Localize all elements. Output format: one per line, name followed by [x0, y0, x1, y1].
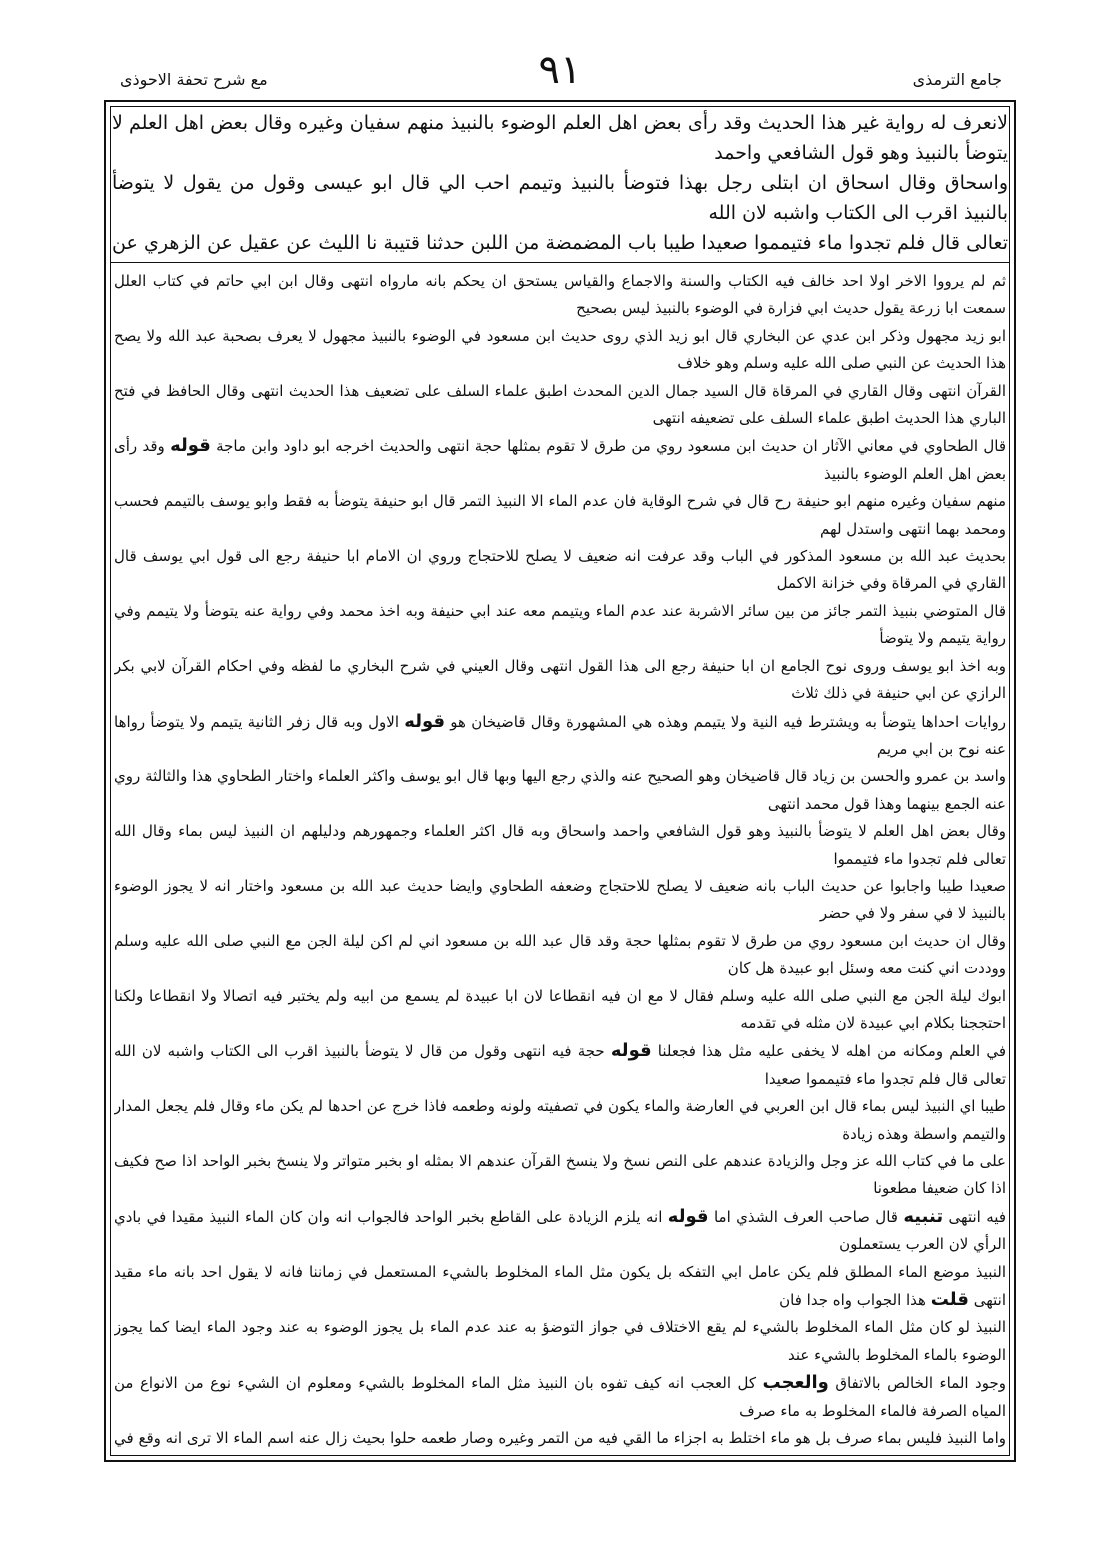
commentary-line: وقال بعض اهل العلم لا يتوضأ بالنبيذ وهو قول الشافعي واحمد واسحاق وبه قال اكثر العلماء وجمهورهم ودليلهم ان النبيذ ليس بماء وقال الله تعالى فلم تجدوا ماء فتيمموا [114, 822, 1006, 868]
commentary-line: صعيدا طيبا واجابوا عن حديث الباب بانه ضعيف لا يصلح للاحتجاج وضعفه الطحاوي وايضا حديث عبد الله بن مسعود واختار انه لا يجوز الوضوء بالنبيذ لا في سفر ولا في حضر [114, 876, 1006, 923]
page-header [110, 48, 1010, 96]
commentary-line: روايات احداها يتوضأ به ويشترط فيه النية ولا يتيمم وهذه هي المشهورة وقال قاضيخان هو قوله الاول وبه قال زفر الثانية يتيمم ولا يتوضأ رواها عنه نوح بن ابي مريم [114, 710, 1006, 758]
commentary-line: طيبا اي النبيذ ليس بماء قال ابن العربي في العارضة والماء يكون في تصفيته ولونه وطعمه فاذا خرج عن احدها لم يكن ماء وقال فلم يجعل المدار والتيمم واسطة وهذه زيادة [114, 1097, 1006, 1143]
commentary-line: في العلم ومكانه من اهله لا يخفى عليه مثل هذا فجعلنا قوله حجة فيه انتهى وقول من قال لا يتوضأ بالنبيذ اقرب الى الكتاب واشبه لان الله تعالى قال فلم تجدوا ماء فتيمموا صعيدا [114, 1040, 1006, 1088]
commentary-line: بحديث عبد الله بن مسعود المذكور في الباب وقد عرفت انه ضعيف لا يصلح للاحتجاج وروي ان الامام ابا حنيفة رجع الى قول ابي يوسف قال القاري في المرقاة وفي خزانة الاكمل [114, 547, 1006, 593]
commentary-line: واسد بن عمرو والحسن بن زياد قال قاضيخان وهو الصحيح عنه والذي رجع اليها وبها قال ابو يوسف واكثر العلماء واختار الطحاوي هذا والثالثة روي عنه الجمع بينهما وهذا قول محمد انتهى [114, 767, 1006, 813]
section-divider [110, 262, 1010, 263]
commentary-line: قال المتوضي بنبيذ التمر جائز من بين سائر الاشربة عند عدم الماء ويتيمم معه عند ابي حنيفة وبه اخذ محمد وفي رواية عنه يتوضأ ولا يتيمم وفي رواية يتيمم ولا يتوضأ [114, 601, 1006, 648]
commentary-line: منهم سفيان وغيره منهم ابو حنيفة رح قال في شرح الوقاية فان عدم الماء الا النبيذ التمر قال ابو حنيفة يتوضأ به فقط وابو يوسف بالتيمم فحسب ومحمد بهما انتهى واستدل لهم [114, 492, 1006, 538]
commentary-line: ابوك ليلة الجن مع النبي صلى الله عليه وسلم فقال لا مع ان فيه انقطاعا لان ابا عبيدة لم يسمع من ابيه ولم يختبر فيه اتصالا ولا انقطاعا ولكنا احتججنا بكلام ابي عبيدة لان مثله في تقدمه [114, 986, 1006, 1032]
main-text-line: واسحاق وقال اسحاق ان ابتلى رجل بهذا فتوضأ بالنبيذ وتيمم احب الي قال ابو عيسى وقول من يقول لا يتوضأ بالنبيذ اقرب الى الكتاب واشبه لان الله [112, 172, 1008, 224]
commentary-keyword: قلت [930, 1289, 969, 1311]
commentary-text [114, 268, 1006, 1452]
book-title-left: مع شرح تحفة الاحوذی [120, 70, 268, 89]
commentary-keyword: تنبيه [903, 1205, 944, 1227]
commentary-keyword: قوله [404, 710, 446, 732]
commentary-line: وبه اخذ ابو يوسف وروى نوح الجامع ان ابا حنيفة رجع الى هذا القول انتهى وقال العيني في شرح البخاري ما لفظه وفي احكام القرآن لابي بكر الرازي عن ابي حنيفة في ذلك ثلاث [114, 656, 1006, 703]
commentary-line: القرآن انتهى وقال القاري في المرقاة قال السيد جمال الدين المحدث اطبق علماء السلف على تضعيف هذا الحديث انتهى وقال الحافظ في فتح الباري هذا الحديث اطبق علماء السلف على تضعيفه انتهى [114, 381, 1006, 428]
commentary-keyword: والعجب [762, 1372, 829, 1394]
commentary-line: فيه انتهى تنبيه قال صاحب العرف الشذي اما قوله انه يلزم الزيادة على القاطع بخبر الواحد فالجواب انه وان كان الماء النبيذ مقيدا في بادي الرأي لان العرب يستعملون [114, 1205, 1006, 1254]
book-title-right: جامع الترمذی [912, 70, 1002, 89]
commentary-keyword: قوله [170, 435, 211, 457]
commentary-line: وجود الماء الخالص بالاتفاق والعجب كل العجب انه كيف تفوه بان النبيذ مثل الماء المخلوط بالشيء ومعلوم ان الشيء نوع من الانواع من المياه الصرفة فالماء المخلوط به ماء صرف [114, 1372, 1006, 1420]
commentary-line: ثم لم يرووا الاخر اولا احد خالف فيه الكتاب والسنة والاجماع والقياس يستحق ان يحكم بانه مارواه انتهى وقال ابن ابي حاتم في كتاب العلل سمعت ابا زرعة يقول حديث ابي فزارة في الوضوء بالنبيذ ليس بصحيح [114, 272, 1006, 318]
commentary-line: واما النبيذ فليس بماء صرف بل هو ماء اختلط به اجزاء ما القي فيه من التمر وغيره وصار طعمه حلوا بحيث زال عنه اسم الماء الا ترى انه وقع في [114, 1429, 1006, 1448]
commentary-line: وقال ان حديث ابن مسعود روي من طرق لا تقوم بمثلها حجة وقد قال عبد الله بن مسعود اني لم اكن ليلة الجن مع النبي صلى الله عليه وسلم ووددت اني كنت معه وسئل ابو عبيدة هل كان [114, 931, 1006, 978]
main-text-line: تعالى قال فلم تجدوا ماء فتيمموا صعيدا طيبا باب المضمضة من اللبن حدثنا قتيبة نا الليث عن عقيل عن الزهري عن [112, 232, 1008, 254]
commentary-line: النبيذ لو كان مثل الماء المخلوط بالشيء لم يقع الاختلاف في جواز التوضؤ به عند عدم الماء بل يجوز الوضوء به عند وجود الماء ايضا كما يجوز الوضوء بالماء المخلوط بالشيء عند [114, 1318, 1006, 1364]
page-number: ۹۱ [538, 47, 582, 93]
commentary-keyword: قوله [610, 1040, 652, 1062]
commentary-keyword: قوله [667, 1205, 709, 1227]
commentary-line: ابو زيد مجهول وذكر ابن عدي عن البخاري قال ابو زيد الذي روى حديث ابن مسعود في الوضوء بالنبيذ مجهول لا يعرف بصحبة عبد الله ولا يصح هذا الحديث عن النبي صلى الله عليه وسلم وهو خلاف [114, 326, 1006, 373]
main-hadith-text [112, 108, 1008, 258]
main-text-line: لانعرف له رواية غير هذا الحديث وقد رأى بعض اهل العلم الوضوء بالنبيذ منهم سفيان وغيره وقال بعض اهل العلم لا يتوضأ بالنبيذ وهو قول الشافعي واحمد [112, 112, 1008, 164]
commentary-line: على ما في كتاب الله عز وجل والزيادة عندهم على النص نسخ ولا ينسخ القرآن عندهم الا بمثله او بخبر متواتر ولا ينسخ بخبر الواحد اذا صح فكيف اذا كان ضعيفا مطعونا [114, 1152, 1006, 1198]
commentary-line: قال الطحاوي في معاني الآثار ان حديث ابن مسعود روي من طرق لا تقوم بمثلها حجة انتهى والحديث اخرجه ابو داود وابن ماجة قوله وقد رأى بعض اهل العلم الوضوء بالنبيذ [114, 435, 1006, 483]
commentary-line: النبيذ موضع الماء المطلق فلم يكن عامل ابي التفكه بل يكون مثل الماء المخلوط بالشيء المستعمل في زماننا فانه لا يقول احد بانه ماء مقيد انتهى قلت هذا الجواب واه جدا فان [114, 1262, 1006, 1311]
page-frame [104, 100, 1016, 1462]
